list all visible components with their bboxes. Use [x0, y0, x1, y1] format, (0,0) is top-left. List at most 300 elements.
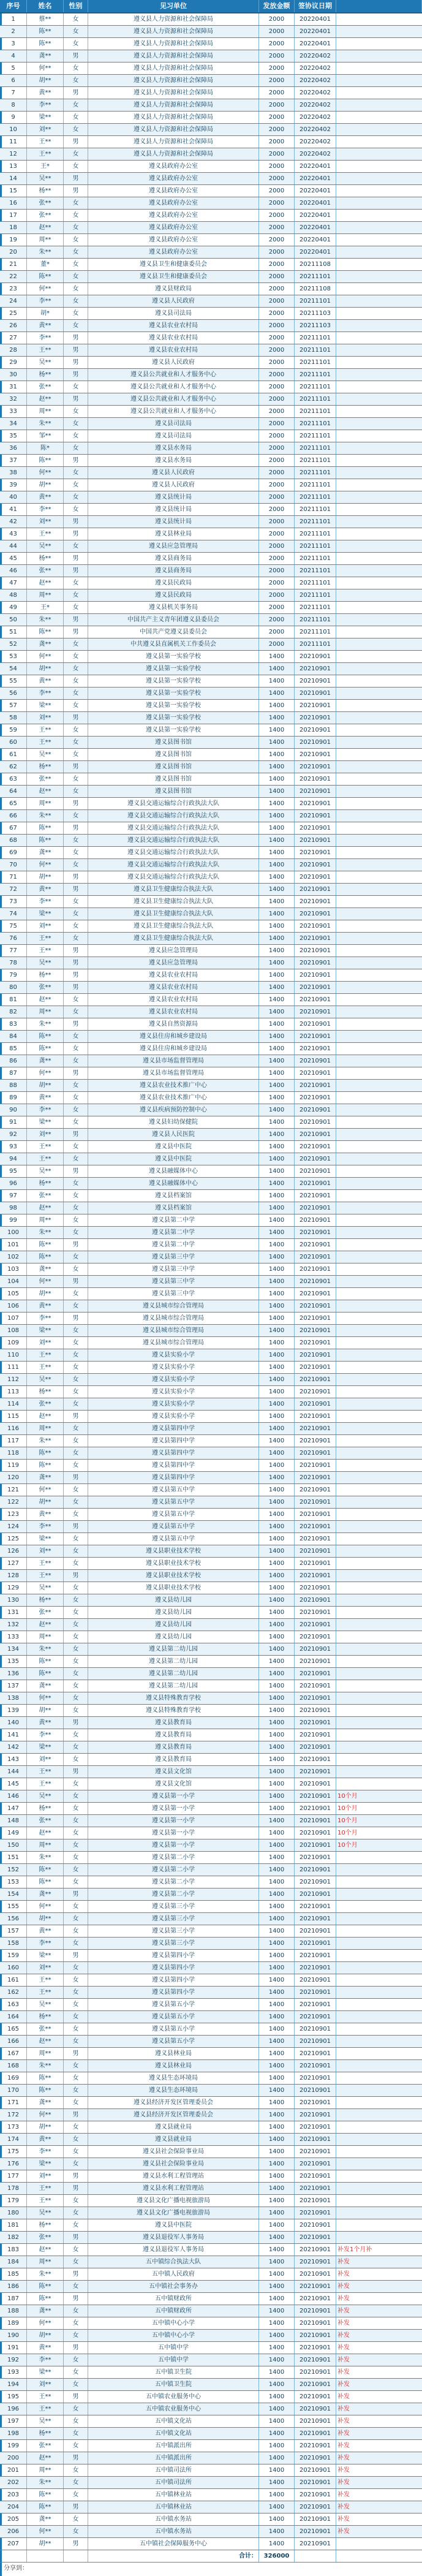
cell-unit: 遵义县人力资源和社会保障局: [88, 136, 259, 148]
table-row: [0, 1668, 422, 1680]
table-row: [0, 994, 422, 1006]
cell-note: [336, 1116, 422, 1128]
cell-gender: 女: [64, 1754, 88, 1765]
table-row: [0, 1582, 422, 1594]
cell-date: 20211101: [295, 332, 336, 344]
cell-name: 吴**: [27, 749, 64, 760]
cell-index: 2: [0, 26, 27, 37]
cell-unit: 五中镇林业站: [88, 2489, 259, 2501]
cell-amount: 1400: [259, 712, 295, 724]
cell-name: 龚**: [27, 638, 64, 650]
cell-amount: 1400: [259, 1999, 295, 2010]
cell-name: 陈**: [27, 271, 64, 282]
cell-index: 163: [0, 1999, 27, 2010]
cell-unit: 遵义县交通运输综合行政执法大队: [88, 822, 259, 834]
cell-note: [336, 479, 422, 491]
cell-date: 20220401: [295, 26, 336, 37]
cell-gender: 女: [64, 1852, 88, 1863]
table-row: [0, 2342, 422, 2354]
cell-amount: 1400: [259, 1263, 295, 1275]
cell-index: 199: [0, 2440, 27, 2452]
cell-name: 何**: [27, 2526, 64, 2537]
cell-index: 14: [0, 173, 27, 184]
cell-unit: 遵义县市场监督管理局: [88, 1067, 259, 1079]
cell-gender: 女: [64, 1656, 88, 1667]
cell-unit: 遵义县文化馆: [88, 1778, 259, 1790]
cell-amount: 1400: [259, 1974, 295, 1986]
cell-index: 124: [0, 1521, 27, 1532]
cell-index: 118: [0, 1447, 27, 1459]
cell-name: 龚**: [27, 1263, 64, 1275]
cell-unit: 遵义县卫生和健康委员会: [88, 271, 259, 282]
table-row: [0, 1999, 422, 2011]
cell-unit: 遵义县机关事务局: [88, 602, 259, 613]
cell-index: 58: [0, 712, 27, 724]
table-row: [0, 1349, 422, 1362]
cell-date: 20220402: [295, 112, 336, 123]
cell-note: [336, 455, 422, 466]
cell-note: [336, 638, 422, 650]
cell-index: 5: [0, 63, 27, 74]
table-row: [0, 712, 422, 724]
table-row: [0, 761, 422, 773]
cell-note: [336, 1165, 422, 1177]
cell-name: 陈**: [27, 1447, 64, 1459]
cell-note: [336, 1521, 422, 1532]
cell-name: 陈**: [27, 1239, 64, 1251]
cell-name: 梁**: [27, 1741, 64, 1753]
cell-unit: 遵义县农业技术推广中心: [88, 1080, 259, 1091]
cell-index: 152: [0, 1864, 27, 1876]
table-row: [0, 2158, 422, 2170]
cell-amount: 2000: [259, 38, 295, 50]
cell-gender: 男: [64, 1067, 88, 1079]
cell-amount: 1400: [259, 675, 295, 687]
table-row: [0, 1214, 422, 1227]
cell-gender: 女: [64, 1055, 88, 1067]
cell-date: 20210901: [295, 1790, 336, 1802]
cell-index: 30: [0, 369, 27, 381]
cell-date: 20210901: [295, 1276, 336, 1287]
cell-date: 20210901: [295, 1214, 336, 1226]
cell-index: 180: [0, 2207, 27, 2219]
cell-index: 8: [0, 99, 27, 111]
cell-amount: 1400: [259, 2023, 295, 2035]
cell-unit: 遵义县中医院: [88, 2219, 259, 2231]
table-row: [0, 308, 422, 320]
cell-name: 吴**: [27, 2207, 64, 2219]
cell-unit: 遵义县商务局: [88, 565, 259, 577]
table-row: [0, 1803, 422, 1815]
cell-index: 196: [0, 2403, 27, 2415]
cell-note: [336, 675, 422, 687]
cell-gender: 女: [64, 688, 88, 699]
cell-gender: 女: [64, 1790, 88, 1802]
total-label: 合计：: [88, 2550, 259, 2562]
cell-note: [336, 1043, 422, 1055]
table-row: [0, 295, 422, 308]
cell-unit: 遵义县第三中学: [88, 1288, 259, 1300]
cell-unit: 遵义县第一实验学校: [88, 712, 259, 724]
table-row: [0, 504, 422, 516]
cell-gender: 女: [64, 2011, 88, 2023]
cell-amount: 1400: [259, 2415, 295, 2427]
cell-index: 61: [0, 749, 27, 760]
cell-amount: 1400: [259, 1558, 295, 1569]
cell-date: 20210901: [295, 1864, 336, 1876]
cell-amount: 2000: [259, 638, 295, 650]
cell-unit: 遵义县市场监督管理局: [88, 1055, 259, 1067]
cell-index: 136: [0, 1668, 27, 1680]
cell-amount: 1400: [259, 1533, 295, 1545]
cell-unit: 遵义县职业技术学校: [88, 1582, 259, 1594]
cell-gender: 女: [64, 1337, 88, 1349]
cell-name: 王**: [27, 2391, 64, 2403]
cell-unit: 五中镇卫生院: [88, 2366, 259, 2378]
table-row: [0, 406, 422, 418]
cell-date: 20210901: [295, 1362, 336, 1373]
cell-note: [336, 602, 422, 613]
cell-unit: 遵义县实验小学: [88, 1362, 259, 1373]
cell-index: 183: [0, 2244, 27, 2256]
table-row: [0, 945, 422, 957]
table-row: [0, 1300, 422, 1313]
header-gender: 性别: [64, 0, 88, 12]
cell-amount: 1400: [259, 1619, 295, 1631]
cell-amount: 2000: [259, 99, 295, 111]
cell-index: 170: [0, 2085, 27, 2096]
cell-amount: 1400: [259, 810, 295, 822]
cell-gender: 女: [64, 2305, 88, 2317]
cell-date: 20211101: [295, 369, 336, 381]
cell-note: [336, 969, 422, 981]
cell-gender: 男: [64, 1766, 88, 1778]
cell-gender: 男: [64, 136, 88, 148]
cell-unit: 遵义县文化广播电视旅游局: [88, 2207, 259, 2219]
cell-index: 42: [0, 516, 27, 528]
cell-amount: 1400: [259, 1888, 295, 1900]
cell-date: 20210901: [295, 1656, 336, 1667]
cell-gender: 女: [64, 1631, 88, 1643]
cell-unit: 遵义县统计局: [88, 491, 259, 503]
cell-unit: 遵义县财政局: [88, 283, 259, 295]
cell-date: 20210901: [295, 2464, 336, 2476]
cell-name: 李**: [27, 332, 64, 344]
cell-gender: 女: [64, 908, 88, 920]
table-row: [0, 2526, 422, 2538]
table-row: [0, 2170, 422, 2183]
cell-gender: 女: [64, 773, 88, 785]
cell-date: 20210901: [295, 1043, 336, 1055]
cell-name: 张**: [27, 1190, 64, 1202]
cell-note: [336, 320, 422, 331]
cell-note: [336, 2219, 422, 2231]
table-row: [0, 638, 422, 651]
cell-name: 王**: [27, 1570, 64, 1582]
cell-name: 黄**: [27, 2342, 64, 2354]
cell-unit: 遵义县第一实验学校: [88, 724, 259, 736]
cell-date: 20220402: [295, 148, 336, 160]
cell-unit: 五中镇社会保障服务中心: [88, 2538, 259, 2550]
table-row: [0, 332, 422, 344]
table-row: [0, 369, 422, 381]
cell-date: 20210901: [295, 1839, 336, 1851]
cell-amount: 2000: [259, 393, 295, 405]
cell-note: [336, 13, 422, 25]
cell-name: 王**: [27, 1766, 64, 1778]
table-row: [0, 112, 422, 124]
cell-name: 胡**: [27, 663, 64, 675]
cell-index: 54: [0, 663, 27, 675]
cell-gender: 女: [64, 589, 88, 601]
cell-date: 20210901: [295, 700, 336, 711]
cell-unit: 遵义县图书馆: [88, 773, 259, 785]
cell-name: 何**: [27, 1276, 64, 1287]
table-row: [0, 1006, 422, 1018]
cell-gender: 男: [64, 1472, 88, 1483]
table-row: [0, 2489, 422, 2501]
cell-note: [336, 1067, 422, 1079]
cell-note: [336, 589, 422, 601]
table-row: [0, 283, 422, 295]
cell-gender: 女: [64, 1104, 88, 1116]
cell-amount: 2000: [259, 626, 295, 638]
cell-gender: 男: [64, 884, 88, 895]
cell-gender: 女: [64, 1214, 88, 1226]
cell-gender: 男: [64, 565, 88, 577]
cell-note: [336, 1239, 422, 1251]
cell-date: 20210901: [295, 1668, 336, 1680]
cell-gender: 女: [64, 1460, 88, 1471]
cell-amount: 1400: [259, 2048, 295, 2059]
cell-gender: 女: [64, 1484, 88, 1496]
cell-name: 黄**: [27, 884, 64, 895]
cell-gender: 女: [64, 2256, 88, 2268]
cell-amount: 1400: [259, 724, 295, 736]
cell-note: [336, 1558, 422, 1569]
table-row: [0, 87, 422, 99]
cell-index: 141: [0, 1729, 27, 1741]
cell-gender: 女: [64, 1116, 88, 1128]
cell-amount: 1400: [259, 2085, 295, 2096]
cell-amount: 2000: [259, 161, 295, 172]
cell-note: [336, 1080, 422, 1091]
cell-date: 20220401: [295, 161, 336, 172]
table-row: [0, 2146, 422, 2158]
cell-amount: 1400: [259, 933, 295, 944]
cell-name: 朱**: [27, 1435, 64, 1447]
cell-note: [336, 185, 422, 197]
cell-note: [336, 822, 422, 834]
table-row: [0, 553, 422, 565]
cell-name: 李**: [27, 1729, 64, 1741]
cell-unit: 遵义县第二小学: [88, 1876, 259, 1888]
cell-unit: 遵义县人民政府: [88, 467, 259, 479]
cell-unit: 遵义县教育局: [88, 1729, 259, 1741]
cell-name: 梁**: [27, 2158, 64, 2170]
cell-unit: 遵义县农业农村局: [88, 1006, 259, 1018]
cell-unit: 遵义县交通运输综合行政执法大队: [88, 859, 259, 871]
cell-date: 20210901: [295, 1803, 336, 1814]
cell-unit: 遵义县农业农村局: [88, 332, 259, 344]
cell-note: 补发: [337, 2479, 350, 2486]
cell-note: [336, 1374, 422, 1385]
cell-date: 20220401: [295, 246, 336, 258]
cell-name: 周**: [27, 1631, 64, 1643]
cell-note: [336, 295, 422, 307]
table-row: [0, 1607, 422, 1619]
cell-name: 赵**: [27, 577, 64, 589]
cell-amount: 1400: [259, 651, 295, 662]
cell-index: 203: [0, 2489, 27, 2501]
table-row: [0, 1521, 422, 1533]
cell-date: 20210901: [295, 822, 336, 834]
cell-index: 201: [0, 2464, 27, 2476]
cell-unit: 遵义县第二中学: [88, 1227, 259, 1238]
cell-unit: 遵义县城市综合管理局: [88, 1337, 259, 1349]
table-row: [0, 786, 422, 798]
table-row: [0, 2513, 422, 2526]
cell-date: 20210901: [295, 2452, 336, 2464]
cell-index: 35: [0, 430, 27, 442]
cell-date: 20211101: [295, 344, 336, 356]
cell-date: 20210901: [295, 920, 336, 932]
cell-name: 吴**: [27, 357, 64, 368]
cell-gender: 女: [64, 38, 88, 50]
cell-name: 胡**: [27, 871, 64, 883]
cell-unit: 五中镇水务站: [88, 2513, 259, 2525]
cell-amount: 1400: [259, 2538, 295, 2550]
table-row: [0, 2036, 422, 2048]
table-row: [0, 2011, 422, 2023]
cell-amount: 1400: [259, 1925, 295, 1937]
cell-index: 160: [0, 1962, 27, 1974]
table-row: [0, 1251, 422, 1263]
table-row: [0, 2538, 422, 2550]
cell-name: 杨**: [27, 2219, 64, 2231]
cell-date: 20220402: [295, 136, 336, 148]
cell-date: 20220401: [295, 173, 336, 184]
cell-amount: 1400: [259, 871, 295, 883]
table-row: [0, 822, 422, 835]
cell-name: 周**: [27, 406, 64, 417]
table-row: [0, 1570, 422, 1582]
total-name-cell: [27, 2550, 64, 2562]
cell-unit: 遵义县农业农村局: [88, 982, 259, 993]
cell-index: 27: [0, 332, 27, 344]
cell-amount: 1400: [259, 1754, 295, 1765]
cell-note: [336, 442, 422, 454]
cell-name: 王**: [27, 1987, 64, 1998]
cell-name: 王**: [27, 148, 64, 160]
cell-amount: 2000: [259, 173, 295, 184]
cell-note: [336, 2085, 422, 2096]
cell-unit: 遵义县应急管理局: [88, 540, 259, 552]
cell-amount: 2000: [259, 295, 295, 307]
cell-index: 17: [0, 210, 27, 221]
cell-date: 20211101: [295, 614, 336, 626]
cell-gender: 男: [64, 614, 88, 626]
table-row: [0, 1423, 422, 1435]
cell-amount: 1400: [259, 1938, 295, 1949]
cell-gender: 男: [64, 982, 88, 993]
cell-gender: 女: [64, 2440, 88, 2452]
cell-note: [336, 2097, 422, 2108]
cell-amount: 2000: [259, 369, 295, 381]
cell-date: 20210901: [295, 994, 336, 1006]
cell-amount: 2000: [259, 320, 295, 331]
table-row: [0, 700, 422, 712]
cell-gender: 女: [64, 786, 88, 797]
cell-amount: 1400: [259, 2158, 295, 2170]
cell-index: 53: [0, 651, 27, 662]
cell-note: 补发: [337, 2332, 350, 2339]
cell-gender: 女: [64, 1178, 88, 1189]
cell-name: 陈**: [27, 1460, 64, 1471]
cell-date: 20210901: [295, 2489, 336, 2501]
table-row: [0, 479, 422, 491]
cell-amount: 1400: [259, 969, 295, 981]
cell-index: 176: [0, 2158, 27, 2170]
cell-unit: 遵义县第二小学: [88, 1888, 259, 1900]
cell-gender: 女: [64, 430, 88, 442]
cell-date: 20210901: [295, 1031, 336, 1042]
cell-name: 董*: [27, 259, 64, 270]
cell-note: [336, 1484, 422, 1496]
table-row: [0, 161, 422, 173]
cell-unit: 遵义县第四小学: [88, 1950, 259, 1961]
cell-amount: 1400: [259, 2232, 295, 2243]
cell-note: 补发: [337, 2528, 350, 2535]
cell-unit: 遵义县人力资源和社会保障局: [88, 50, 259, 62]
cell-index: 155: [0, 1901, 27, 1912]
cell-date: 20210901: [295, 2158, 336, 2170]
cell-unit: 五中镇财政所: [88, 2305, 259, 2317]
total-gender-cell: [64, 2550, 88, 2562]
table-row: [0, 1239, 422, 1251]
cell-index: 106: [0, 1300, 27, 1312]
cell-date: 20210901: [295, 1509, 336, 1520]
cell-gender: 男: [64, 1313, 88, 1324]
cell-index: 74: [0, 908, 27, 920]
cell-gender: 男: [64, 2293, 88, 2305]
table-row: [0, 75, 422, 87]
cell-gender: 男: [64, 1521, 88, 1532]
cell-index: 69: [0, 847, 27, 858]
cell-name: 王**: [27, 1558, 64, 1569]
cell-index: 198: [0, 2428, 27, 2439]
cell-index: 133: [0, 1631, 27, 1643]
cell-amount: 1400: [259, 1876, 295, 1888]
cell-name: 李**: [27, 2354, 64, 2366]
cell-name: 陈**: [27, 1031, 64, 1042]
cell-amount: 1400: [259, 1852, 295, 1863]
cell-unit: 遵义县水利工程管理站: [88, 2183, 259, 2194]
cell-gender: 女: [64, 663, 88, 675]
total-note-cell: [336, 2550, 422, 2562]
cell-note: 10个月: [337, 1842, 358, 1849]
cell-amount: 2000: [259, 148, 295, 160]
cell-note: [336, 1313, 422, 1324]
cell-name: 胡**: [27, 1080, 64, 1091]
cell-date: 20211101: [295, 295, 336, 307]
table-row: [0, 1827, 422, 1839]
table-row: [0, 2121, 422, 2134]
cell-date: 20211101: [295, 467, 336, 479]
cell-date: 20220401: [295, 197, 336, 209]
cell-gender: 女: [64, 2207, 88, 2219]
table-row: [0, 896, 422, 908]
